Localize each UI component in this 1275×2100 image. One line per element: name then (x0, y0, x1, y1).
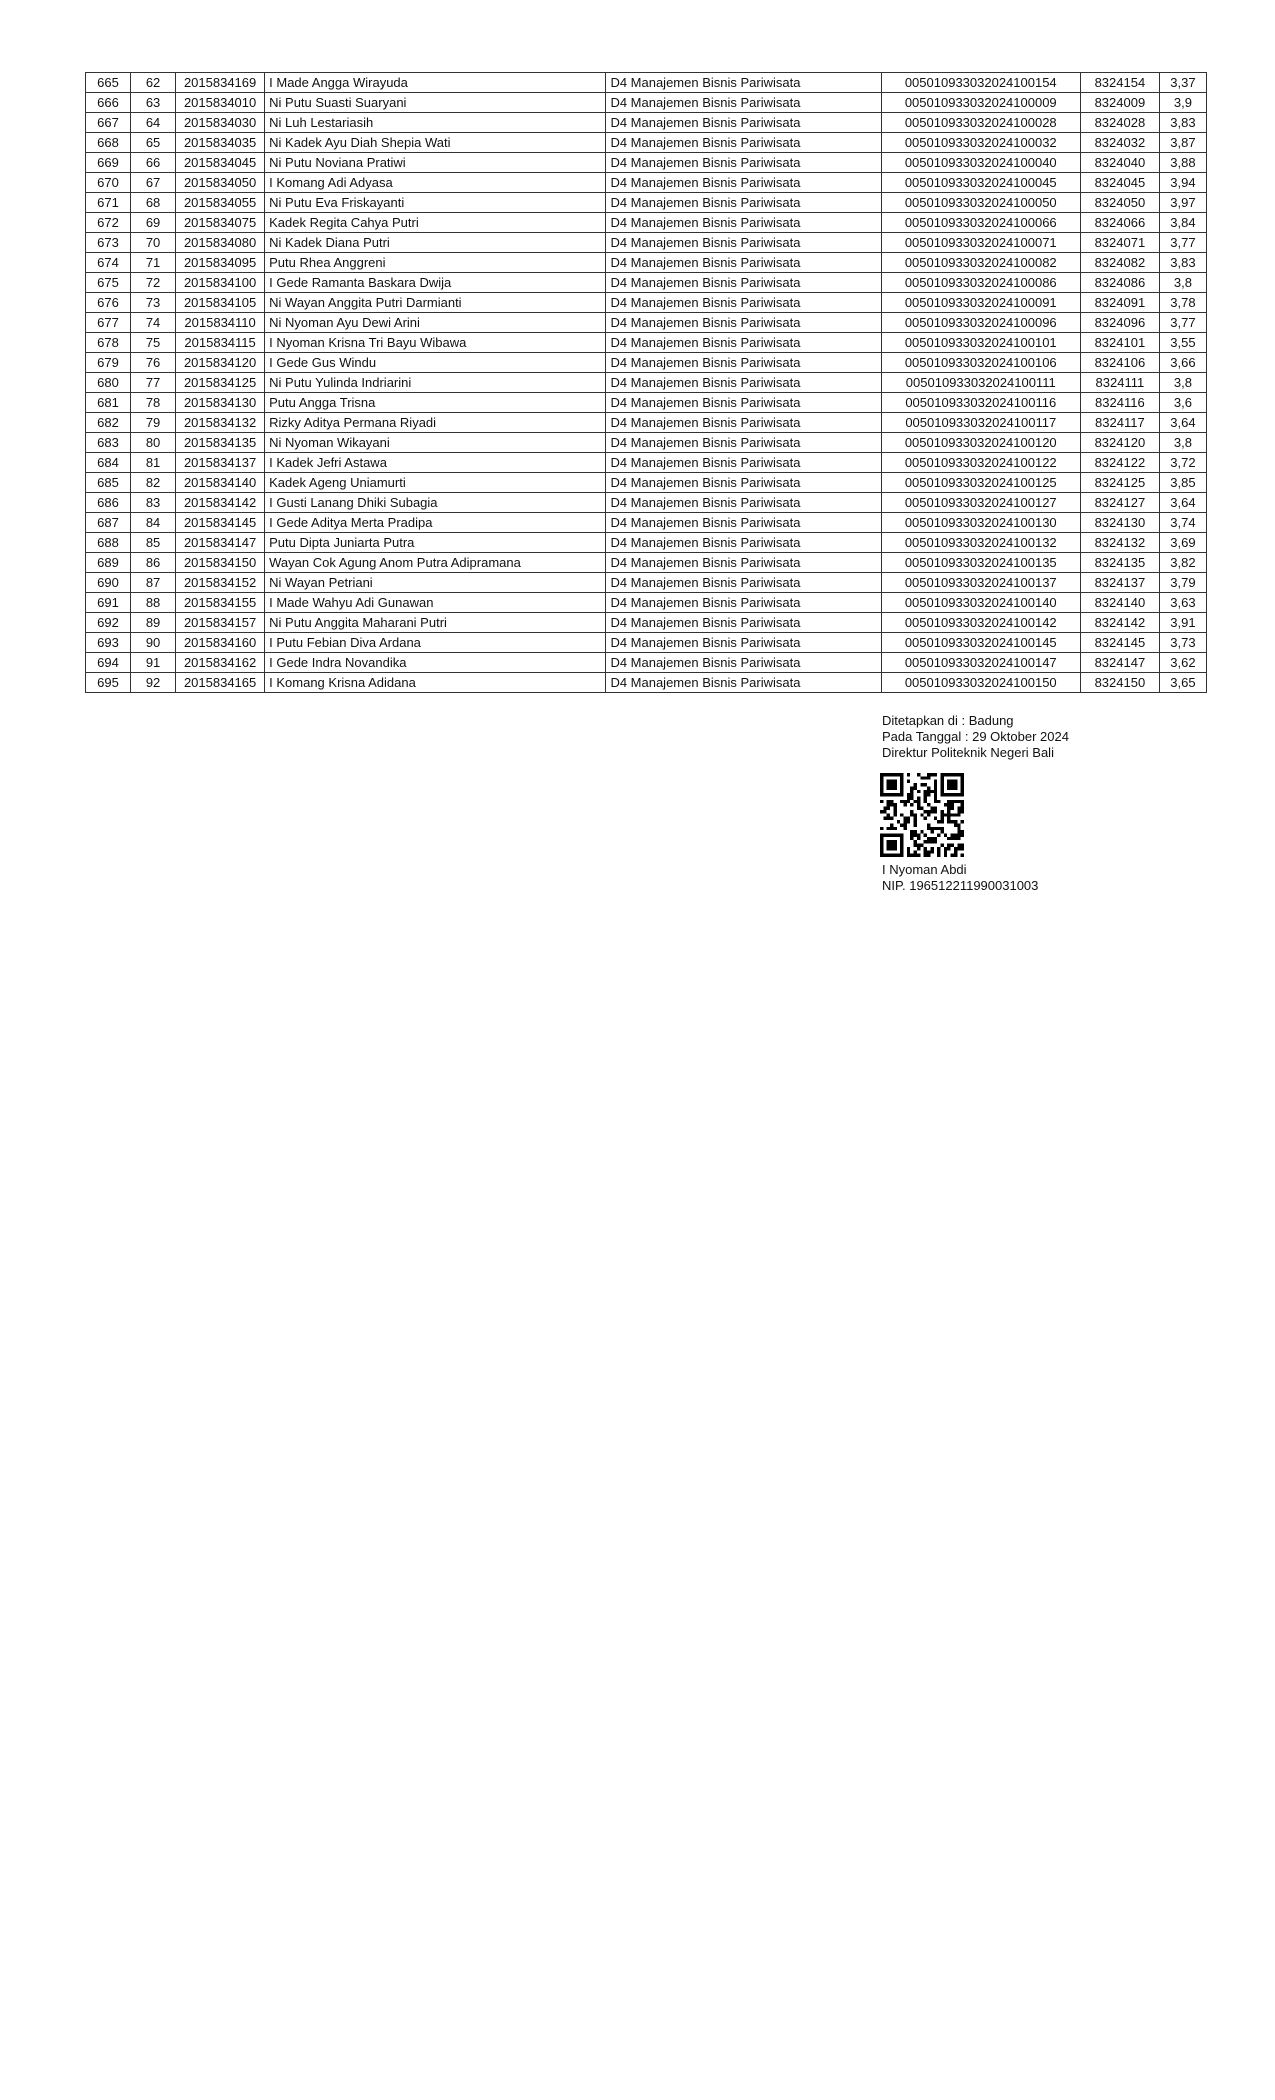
row-number-cell: 675 (86, 273, 131, 293)
sequence-number-cell: 71 (131, 253, 176, 273)
table-row (86, 253, 1207, 273)
sequence-number-cell: 79 (131, 413, 176, 433)
sequence-number-cell: 77 (131, 373, 176, 393)
student-name-cell: I Nyoman Krisna Tri Bayu Wibawa (265, 333, 606, 353)
sequence-number-cell: 70 (131, 233, 176, 253)
gpa-cell: 3,8 (1159, 433, 1206, 453)
student-id-cell: 2015834137 (176, 453, 265, 473)
registration-number-cell: 8324122 (1080, 453, 1159, 473)
student-name-cell: I Komang Krisna Adidana (265, 673, 606, 693)
student-id-cell: 2015834132 (176, 413, 265, 433)
student-id-cell: 2015834162 (176, 653, 265, 673)
gpa-cell: 3,55 (1159, 333, 1206, 353)
table-row (86, 353, 1207, 373)
row-number-cell: 688 (86, 533, 131, 553)
table-row (86, 173, 1207, 193)
diploma-number-cell: 005010933032024100137 (881, 573, 1080, 593)
diploma-number-cell: 005010933032024100147 (881, 653, 1080, 673)
student-name-cell: Ni Kadek Ayu Diah Shepia Wati (265, 133, 606, 153)
gpa-cell: 3,85 (1159, 473, 1206, 493)
student-name-cell: I Made Wahyu Adi Gunawan (265, 593, 606, 613)
student-name-cell: Kadek Ageng Uniamurti (265, 473, 606, 493)
study-program-cell: D4 Manajemen Bisnis Pariwisata (606, 533, 881, 553)
gpa-cell: 3,63 (1159, 593, 1206, 613)
registration-number-cell: 8324040 (1080, 153, 1159, 173)
sequence-number-cell: 83 (131, 493, 176, 513)
sequence-number-cell: 87 (131, 573, 176, 593)
table-row (86, 333, 1207, 353)
study-program-cell: D4 Manajemen Bisnis Pariwisata (606, 653, 881, 673)
student-name-cell: Putu Rhea Anggreni (265, 253, 606, 273)
gpa-cell: 3,9 (1159, 93, 1206, 113)
gpa-cell: 3,87 (1159, 133, 1206, 153)
student-id-cell: 2015834105 (176, 293, 265, 313)
signature-block (882, 713, 1069, 761)
student-id-cell: 2015834010 (176, 93, 265, 113)
row-number-cell: 672 (86, 213, 131, 233)
diploma-number-cell: 005010933032024100154 (881, 73, 1080, 93)
student-name-cell: Ni Putu Noviana Pratiwi (265, 153, 606, 173)
gpa-cell: 3,64 (1159, 413, 1206, 433)
gpa-cell: 3,62 (1159, 653, 1206, 673)
registration-number-cell: 8324082 (1080, 253, 1159, 273)
diploma-number-cell: 005010933032024100125 (881, 473, 1080, 493)
diploma-number-cell: 005010933032024100127 (881, 493, 1080, 513)
table-row (86, 193, 1207, 213)
diploma-number-cell: 005010933032024100101 (881, 333, 1080, 353)
gpa-cell: 3,97 (1159, 193, 1206, 213)
row-number-cell: 691 (86, 593, 131, 613)
student-id-cell: 2015834110 (176, 313, 265, 333)
registration-number-cell: 8324142 (1080, 613, 1159, 633)
row-number-cell: 671 (86, 193, 131, 213)
gpa-cell: 3,72 (1159, 453, 1206, 473)
diploma-number-cell: 005010933032024100086 (881, 273, 1080, 293)
study-program-cell: D4 Manajemen Bisnis Pariwisata (606, 573, 881, 593)
study-program-cell: D4 Manajemen Bisnis Pariwisata (606, 633, 881, 653)
table-row (86, 653, 1207, 673)
gpa-cell: 3,6 (1159, 393, 1206, 413)
student-name-cell: I Gede Gus Windu (265, 353, 606, 373)
row-number-cell: 670 (86, 173, 131, 193)
study-program-cell: D4 Manajemen Bisnis Pariwisata (606, 73, 881, 93)
student-id-cell: 2015834050 (176, 173, 265, 193)
table-row (86, 633, 1207, 653)
row-number-cell: 674 (86, 253, 131, 273)
student-name-cell: I Gusti Lanang Dhiki Subagia (265, 493, 606, 513)
student-id-cell: 2015834045 (176, 153, 265, 173)
registration-number-cell: 8324117 (1080, 413, 1159, 433)
table-row (86, 493, 1207, 513)
student-id-cell: 2015834055 (176, 193, 265, 213)
row-number-cell: 695 (86, 673, 131, 693)
sequence-number-cell: 65 (131, 133, 176, 153)
study-program-cell: D4 Manajemen Bisnis Pariwisata (606, 93, 881, 113)
sequence-number-cell: 88 (131, 593, 176, 613)
graduate-table-body (86, 73, 1207, 693)
row-number-cell: 693 (86, 633, 131, 653)
diploma-number-cell: 005010933032024100045 (881, 173, 1080, 193)
sequence-number-cell: 84 (131, 513, 176, 533)
table-row (86, 233, 1207, 253)
registration-number-cell: 8324147 (1080, 653, 1159, 673)
row-number-cell: 673 (86, 233, 131, 253)
registration-number-cell: 8324028 (1080, 113, 1159, 133)
student-name-cell: Ni Kadek Diana Putri (265, 233, 606, 253)
registration-number-cell: 8324132 (1080, 533, 1159, 553)
diploma-number-cell: 005010933032024100050 (881, 193, 1080, 213)
sequence-number-cell: 73 (131, 293, 176, 313)
registration-number-cell: 8324050 (1080, 193, 1159, 213)
gpa-cell: 3,82 (1159, 553, 1206, 573)
student-id-cell: 2015834100 (176, 273, 265, 293)
gpa-cell: 3,79 (1159, 573, 1206, 593)
diploma-number-cell: 005010933032024100096 (881, 313, 1080, 333)
table-row (86, 73, 1207, 93)
sequence-number-cell: 74 (131, 313, 176, 333)
study-program-cell: D4 Manajemen Bisnis Pariwisata (606, 353, 881, 373)
row-number-cell: 666 (86, 93, 131, 113)
registration-number-cell: 8324111 (1080, 373, 1159, 393)
sequence-number-cell: 81 (131, 453, 176, 473)
diploma-number-cell: 005010933032024100111 (881, 373, 1080, 393)
student-name-cell: Ni Putu Suasti Suaryani (265, 93, 606, 113)
table-row (86, 673, 1207, 693)
registration-number-cell: 8324066 (1080, 213, 1159, 233)
study-program-cell: D4 Manajemen Bisnis Pariwisata (606, 453, 881, 473)
sequence-number-cell: 91 (131, 653, 176, 673)
study-program-cell: D4 Manajemen Bisnis Pariwisata (606, 213, 881, 233)
student-name-cell: Ni Wayan Petriani (265, 573, 606, 593)
signature-place: Ditetapkan di : Badung (882, 713, 1014, 728)
student-id-cell: 2015834152 (176, 573, 265, 593)
registration-number-cell: 8324135 (1080, 553, 1159, 573)
student-id-cell: 2015834035 (176, 133, 265, 153)
sequence-number-cell: 89 (131, 613, 176, 633)
sequence-number-cell: 72 (131, 273, 176, 293)
registration-number-cell: 8324106 (1080, 353, 1159, 373)
registration-number-cell: 8324154 (1080, 73, 1159, 93)
student-name-cell: I Putu Febian Diva Ardana (265, 633, 606, 653)
study-program-cell: D4 Manajemen Bisnis Pariwisata (606, 133, 881, 153)
signature-date: Pada Tanggal : 29 Oktober 2024 (882, 729, 1069, 744)
diploma-number-cell: 005010933032024100082 (881, 253, 1080, 273)
student-name-cell: Kadek Regita Cahya Putri (265, 213, 606, 233)
registration-number-cell: 8324125 (1080, 473, 1159, 493)
sequence-number-cell: 85 (131, 533, 176, 553)
row-number-cell: 679 (86, 353, 131, 373)
row-number-cell: 669 (86, 153, 131, 173)
row-number-cell: 692 (86, 613, 131, 633)
row-number-cell: 676 (86, 293, 131, 313)
student-id-cell: 2015834150 (176, 553, 265, 573)
row-number-cell: 694 (86, 653, 131, 673)
student-id-cell: 2015834155 (176, 593, 265, 613)
diploma-number-cell: 005010933032024100130 (881, 513, 1080, 533)
student-id-cell: 2015834130 (176, 393, 265, 413)
sequence-number-cell: 78 (131, 393, 176, 413)
diploma-number-cell: 005010933032024100120 (881, 433, 1080, 453)
study-program-cell: D4 Manajemen Bisnis Pariwisata (606, 333, 881, 353)
diploma-number-cell: 005010933032024100135 (881, 553, 1080, 573)
qr-code-icon (880, 773, 964, 857)
table-row (86, 433, 1207, 453)
diploma-number-cell: 005010933032024100145 (881, 633, 1080, 653)
gpa-cell: 3,65 (1159, 673, 1206, 693)
student-id-cell: 2015834145 (176, 513, 265, 533)
sequence-number-cell: 64 (131, 113, 176, 133)
gpa-cell: 3,84 (1159, 213, 1206, 233)
registration-number-cell: 8324116 (1080, 393, 1159, 413)
signer-block (882, 862, 1038, 894)
registration-number-cell: 8324127 (1080, 493, 1159, 513)
student-name-cell: Ni Putu Anggita Maharani Putri (265, 613, 606, 633)
student-name-cell: I Komang Adi Adyasa (265, 173, 606, 193)
graduate-table (85, 72, 1207, 693)
study-program-cell: D4 Manajemen Bisnis Pariwisata (606, 673, 881, 693)
sequence-number-cell: 82 (131, 473, 176, 493)
table-row (86, 553, 1207, 573)
registration-number-cell: 8324071 (1080, 233, 1159, 253)
student-name-cell: I Gede Indra Novandika (265, 653, 606, 673)
signature-position: Direktur Politeknik Negeri Bali (882, 745, 1054, 760)
student-name-cell: Putu Dipta Juniarta Putra (265, 533, 606, 553)
row-number-cell: 665 (86, 73, 131, 93)
registration-number-cell: 8324096 (1080, 313, 1159, 333)
study-program-cell: D4 Manajemen Bisnis Pariwisata (606, 373, 881, 393)
study-program-cell: D4 Manajemen Bisnis Pariwisata (606, 493, 881, 513)
gpa-cell: 3,83 (1159, 253, 1206, 273)
registration-number-cell: 8324045 (1080, 173, 1159, 193)
sequence-number-cell: 69 (131, 213, 176, 233)
row-number-cell: 684 (86, 453, 131, 473)
sequence-number-cell: 62 (131, 73, 176, 93)
row-number-cell: 683 (86, 433, 131, 453)
signer-nip: NIP. 196512211990031003 (882, 878, 1039, 893)
diploma-number-cell: 005010933032024100150 (881, 673, 1080, 693)
student-name-cell: Ni Nyoman Wikayani (265, 433, 606, 453)
registration-number-cell: 8324086 (1080, 273, 1159, 293)
diploma-number-cell: 005010933032024100140 (881, 593, 1080, 613)
row-number-cell: 678 (86, 333, 131, 353)
sequence-number-cell: 92 (131, 673, 176, 693)
study-program-cell: D4 Manajemen Bisnis Pariwisata (606, 173, 881, 193)
gpa-cell: 3,8 (1159, 273, 1206, 293)
gpa-cell: 3,94 (1159, 173, 1206, 193)
diploma-number-cell: 005010933032024100142 (881, 613, 1080, 633)
registration-number-cell: 8324137 (1080, 573, 1159, 593)
registration-number-cell: 8324120 (1080, 433, 1159, 453)
study-program-cell: D4 Manajemen Bisnis Pariwisata (606, 593, 881, 613)
gpa-cell: 3,77 (1159, 313, 1206, 333)
gpa-cell: 3,8 (1159, 373, 1206, 393)
student-name-cell: I Kadek Jefri Astawa (265, 453, 606, 473)
registration-number-cell: 8324091 (1080, 293, 1159, 313)
gpa-cell: 3,69 (1159, 533, 1206, 553)
study-program-cell: D4 Manajemen Bisnis Pariwisata (606, 413, 881, 433)
student-id-cell: 2015834147 (176, 533, 265, 553)
student-name-cell: I Gede Aditya Merta Pradipa (265, 513, 606, 533)
table-row (86, 273, 1207, 293)
student-name-cell: I Made Angga Wirayuda (265, 73, 606, 93)
sequence-number-cell: 75 (131, 333, 176, 353)
diploma-number-cell: 005010933032024100117 (881, 413, 1080, 433)
table-row (86, 213, 1207, 233)
diploma-number-cell: 005010933032024100106 (881, 353, 1080, 373)
study-program-cell: D4 Manajemen Bisnis Pariwisata (606, 513, 881, 533)
study-program-cell: D4 Manajemen Bisnis Pariwisata (606, 393, 881, 413)
student-id-cell: 2015834030 (176, 113, 265, 133)
gpa-cell: 3,91 (1159, 613, 1206, 633)
table-row (86, 113, 1207, 133)
table-row (86, 413, 1207, 433)
student-name-cell: Putu Angga Trisna (265, 393, 606, 413)
diploma-number-cell: 005010933032024100009 (881, 93, 1080, 113)
registration-number-cell: 8324145 (1080, 633, 1159, 653)
gpa-cell: 3,78 (1159, 293, 1206, 313)
student-name-cell: I Gede Ramanta Baskara Dwija (265, 273, 606, 293)
row-number-cell: 667 (86, 113, 131, 133)
diploma-number-cell: 005010933032024100116 (881, 393, 1080, 413)
gpa-cell: 3,73 (1159, 633, 1206, 653)
gpa-cell: 3,77 (1159, 233, 1206, 253)
sequence-number-cell: 86 (131, 553, 176, 573)
table-row (86, 393, 1207, 413)
student-id-cell: 2015834075 (176, 213, 265, 233)
study-program-cell: D4 Manajemen Bisnis Pariwisata (606, 293, 881, 313)
diploma-number-cell: 005010933032024100132 (881, 533, 1080, 553)
study-program-cell: D4 Manajemen Bisnis Pariwisata (606, 153, 881, 173)
row-number-cell: 668 (86, 133, 131, 153)
table-row (86, 293, 1207, 313)
diploma-number-cell: 005010933032024100091 (881, 293, 1080, 313)
registration-number-cell: 8324130 (1080, 513, 1159, 533)
row-number-cell: 680 (86, 373, 131, 393)
table-row (86, 573, 1207, 593)
row-number-cell: 677 (86, 313, 131, 333)
row-number-cell: 685 (86, 473, 131, 493)
gpa-cell: 3,64 (1159, 493, 1206, 513)
diploma-number-cell: 005010933032024100028 (881, 113, 1080, 133)
study-program-cell: D4 Manajemen Bisnis Pariwisata (606, 193, 881, 213)
registration-number-cell: 8324032 (1080, 133, 1159, 153)
student-name-cell: Ni Wayan Anggita Putri Darmianti (265, 293, 606, 313)
gpa-cell: 3,37 (1159, 73, 1206, 93)
row-number-cell: 682 (86, 413, 131, 433)
study-program-cell: D4 Manajemen Bisnis Pariwisata (606, 473, 881, 493)
diploma-number-cell: 005010933032024100040 (881, 153, 1080, 173)
student-id-cell: 2015834160 (176, 633, 265, 653)
registration-number-cell: 8324101 (1080, 333, 1159, 353)
sequence-number-cell: 80 (131, 433, 176, 453)
study-program-cell: D4 Manajemen Bisnis Pariwisata (606, 253, 881, 273)
study-program-cell: D4 Manajemen Bisnis Pariwisata (606, 233, 881, 253)
student-name-cell: Ni Nyoman Ayu Dewi Arini (265, 313, 606, 333)
student-name-cell: Wayan Cok Agung Anom Putra Adipramana (265, 553, 606, 573)
table-row (86, 513, 1207, 533)
gpa-cell: 3,74 (1159, 513, 1206, 533)
diploma-number-cell: 005010933032024100032 (881, 133, 1080, 153)
study-program-cell: D4 Manajemen Bisnis Pariwisata (606, 553, 881, 573)
table-row (86, 93, 1207, 113)
row-number-cell: 689 (86, 553, 131, 573)
student-name-cell: Ni Putu Yulinda Indriarini (265, 373, 606, 393)
student-id-cell: 2015834115 (176, 333, 265, 353)
diploma-number-cell: 005010933032024100071 (881, 233, 1080, 253)
study-program-cell: D4 Manajemen Bisnis Pariwisata (606, 113, 881, 133)
student-id-cell: 2015834157 (176, 613, 265, 633)
table-row (86, 313, 1207, 333)
signer-name: I Nyoman Abdi (882, 862, 967, 877)
student-id-cell: 2015834135 (176, 433, 265, 453)
row-number-cell: 686 (86, 493, 131, 513)
student-name-cell: Ni Putu Eva Friskayanti (265, 193, 606, 213)
sequence-number-cell: 67 (131, 173, 176, 193)
table-row (86, 133, 1207, 153)
table-row (86, 153, 1207, 173)
gpa-cell: 3,66 (1159, 353, 1206, 373)
sequence-number-cell: 76 (131, 353, 176, 373)
row-number-cell: 690 (86, 573, 131, 593)
table-row (86, 593, 1207, 613)
study-program-cell: D4 Manajemen Bisnis Pariwisata (606, 613, 881, 633)
sequence-number-cell: 63 (131, 93, 176, 113)
student-id-cell: 2015834142 (176, 493, 265, 513)
student-id-cell: 2015834140 (176, 473, 265, 493)
student-id-cell: 2015834169 (176, 73, 265, 93)
student-name-cell: Ni Luh Lestariasih (265, 113, 606, 133)
study-program-cell: D4 Manajemen Bisnis Pariwisata (606, 313, 881, 333)
sequence-number-cell: 68 (131, 193, 176, 213)
table-row (86, 613, 1207, 633)
student-id-cell: 2015834095 (176, 253, 265, 273)
sequence-number-cell: 66 (131, 153, 176, 173)
student-name-cell: Rizky Aditya Permana Riyadi (265, 413, 606, 433)
table-row (86, 533, 1207, 553)
student-id-cell: 2015834165 (176, 673, 265, 693)
student-id-cell: 2015834125 (176, 373, 265, 393)
registration-number-cell: 8324140 (1080, 593, 1159, 613)
table-row (86, 373, 1207, 393)
study-program-cell: D4 Manajemen Bisnis Pariwisata (606, 273, 881, 293)
diploma-number-cell: 005010933032024100122 (881, 453, 1080, 473)
student-id-cell: 2015834120 (176, 353, 265, 373)
table-row (86, 453, 1207, 473)
table-row (86, 473, 1207, 493)
gpa-cell: 3,83 (1159, 113, 1206, 133)
registration-number-cell: 8324009 (1080, 93, 1159, 113)
student-id-cell: 2015834080 (176, 233, 265, 253)
gpa-cell: 3,88 (1159, 153, 1206, 173)
sequence-number-cell: 90 (131, 633, 176, 653)
registration-number-cell: 8324150 (1080, 673, 1159, 693)
diploma-number-cell: 005010933032024100066 (881, 213, 1080, 233)
row-number-cell: 681 (86, 393, 131, 413)
study-program-cell: D4 Manajemen Bisnis Pariwisata (606, 433, 881, 453)
row-number-cell: 687 (86, 513, 131, 533)
